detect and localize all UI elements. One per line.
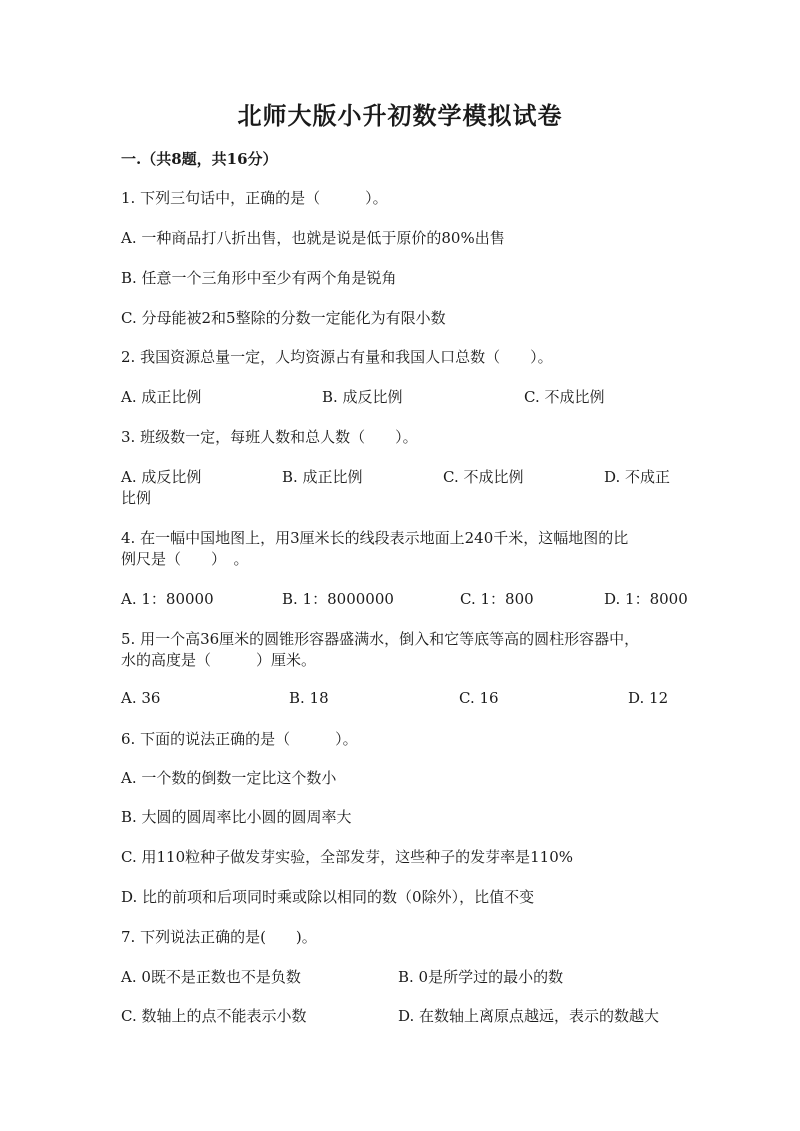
question-4-option-d: D. 1：8000 xyxy=(604,590,688,608)
question-2-option-b: B. 成反比例 xyxy=(322,388,403,406)
question-3-option-c: C. 不成比例 xyxy=(443,468,524,486)
question-3-option-b: B. 成正比例 xyxy=(282,468,363,486)
question-3-option-a: A. 成反比例 xyxy=(121,468,202,486)
question-2-option-a: A. 成正比例 xyxy=(121,388,202,406)
question-7-option-c: C. 数轴上的点不能表示小数 xyxy=(121,1007,307,1025)
question-7-option-a: A. 0既不是正数也不是负数 xyxy=(121,968,301,986)
question-4-option-b: B. 1：8000000 xyxy=(282,590,394,608)
question-1-stem: 1. 下列三句话中，正确的是（ ）。 xyxy=(121,189,388,207)
question-3-stem: 3. 班级数一定，每班人数和总人数（ ）。 xyxy=(121,428,418,446)
question-2-stem: 2. 我国资源总量一定，人均资源占有量和我国人口总数（ ）。 xyxy=(121,348,553,366)
question-5-stem-line2: 水的高度是（ ）厘米。 xyxy=(121,651,317,669)
question-7-option-d: D. 在数轴上离原点越远，表示的数越大 xyxy=(398,1007,660,1025)
question-3-option-d: D. 不成正 xyxy=(604,468,671,486)
question-5-option-b: B. 18 xyxy=(289,689,329,707)
question-5-stem-line1: 5. 用一个高36厘米的圆锥形容器盛满水，倒入和它等底等高的圆柱形容器中， xyxy=(121,630,640,648)
question-1-option-a: A. 一种商品打八折出售，也就是说是低于原价的80%出售 xyxy=(121,229,505,247)
question-2-option-c: C. 不成比例 xyxy=(524,388,605,406)
question-6-option-d: D. 比的前项和后项同时乘或除以相同的数（0除外），比值不变 xyxy=(121,888,535,906)
question-4-option-a: A. 1：80000 xyxy=(121,590,214,608)
question-5-option-a: A. 36 xyxy=(121,689,161,707)
question-4-stem-line1: 4. 在一幅中国地图上，用3厘米长的线段表示地面上240千米，这幅地图的比 xyxy=(121,529,629,547)
question-4-stem-line2: 例尺是（ ） 。 xyxy=(121,550,249,568)
page-title: 北师大版小升初数学模拟试卷 xyxy=(237,101,563,130)
question-4-option-c: C. 1：800 xyxy=(460,590,534,608)
question-5-option-c: C. 16 xyxy=(459,689,499,707)
question-6-option-c: C. 用110粒种子做发芽实验，全部发芽，这些种子的发芽率是110% xyxy=(121,848,573,866)
question-7-option-b: B. 0是所学过的最小的数 xyxy=(398,968,564,986)
question-3-option-d-wrap: 比例 xyxy=(121,489,152,507)
question-1-option-c: C. 分母能被2和5整除的分数一定能化为有限小数 xyxy=(121,309,446,327)
question-6-stem: 6. 下面的说法正确的是（ ）。 xyxy=(121,730,358,748)
question-6-option-b: B. 大圆的圆周率比小圆的圆周率大 xyxy=(121,808,352,826)
question-7-stem: 7. 下列说法正确的是( )。 xyxy=(121,928,317,946)
question-5-option-d: D. 12 xyxy=(628,689,669,707)
question-1-option-b: B. 任意一个三角形中至少有两个角是锐角 xyxy=(121,269,397,287)
question-6-option-a: A. 一个数的倒数一定比这个数小 xyxy=(121,769,337,787)
section-heading: 一.（共8题，共16分） xyxy=(121,150,278,168)
